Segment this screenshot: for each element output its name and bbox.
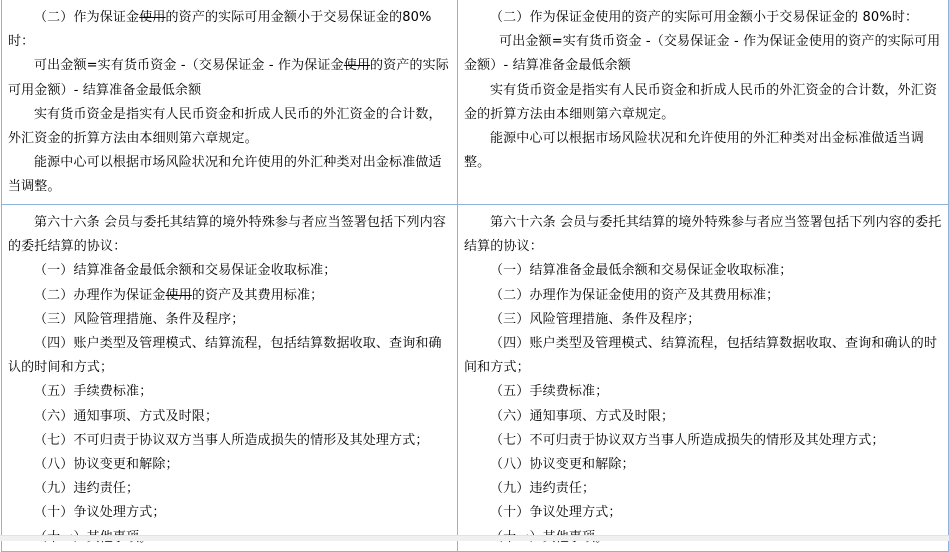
list-item: （五）手续费标准； xyxy=(34,384,153,400)
paragraph: 第六十六条 会员与委托其结算的境外特殊参与者应当签署包括下列内容的委托结算的协议： xyxy=(8,215,446,255)
list-item: （三）风险管理措施、条件及程序； xyxy=(490,311,701,327)
paragraph: （二）作为保证金使用的资产的实际可用金额小于交易保证金的 80%时： xyxy=(490,10,919,25)
deleted-text: 使用 xyxy=(139,10,166,25)
paragraph: 能源中心可以根据市场风险状况和允许使用的外汇种类对出金标准做适当调整。 xyxy=(8,155,442,195)
list-item: （九）违约责任； xyxy=(490,481,596,497)
rules-comparison-table xyxy=(1,0,949,552)
paragraph: 能源中心可以根据市场风险状况和允许使用的外汇种类对出金标准做适当调整。 xyxy=(464,131,924,171)
left-cell-row2 xyxy=(2,205,458,552)
right-cell-row2 xyxy=(458,205,949,552)
paragraph: 可出金额=实有货币资金 -（交易保证金 - 作为保证金使用的资产的实际可用金额）- 结算准备金最低余额 xyxy=(464,34,941,74)
list-item: （四）账户类型及管理模式、结算流程，包括结算数据收取、查询和确认的时间和方式； xyxy=(8,336,442,376)
list-item: （七）不可归责于协议双方当事人所造成损失的情形及其处理方式； xyxy=(490,432,885,448)
list-item: （六）通知事项、方式及时限； xyxy=(34,408,219,424)
list-item: （五）手续费标准； xyxy=(490,384,609,400)
list-item: （八）协议变更和解除； xyxy=(490,457,635,473)
list-item: （一）结算准备金最低余额和交易保证金收取标准； xyxy=(490,263,793,279)
deleted-text: 使用 xyxy=(165,287,192,303)
right-cell-row1 xyxy=(458,0,949,205)
left-cell-row1 xyxy=(2,0,458,205)
list-item: （十）争议处理方式； xyxy=(490,505,622,521)
list-item: （二）办理作为保证金使用的资产及其费用标准； xyxy=(34,287,324,303)
list-item: （二）办理作为保证金使用的资产及其费用标准； xyxy=(490,287,780,303)
list-item: （八）协议变更和解除； xyxy=(34,457,179,473)
paragraph: 实有货币资金是指实有人民币资金和折成人民币的外汇资金的合计数，外汇资金的折算方法由本细则第六章规定。 xyxy=(464,82,938,122)
horizontal-scrollbar[interactable] xyxy=(0,535,949,541)
deleted-text: 使用 xyxy=(343,58,371,74)
paragraph: （二）作为保证金使用的资产的实际可用金额小于交易保证金的80%时： xyxy=(8,10,432,50)
table-row xyxy=(2,205,949,552)
paragraph: 第六十六条 会员与委托其结算的境外特殊参与者应当签署包括下列内容的委托结算的协议： xyxy=(464,215,942,255)
paragraph: 实有货币资金是指实有人民币资金和折成人民币的外汇资金的合计数，外汇资金的折算方法由本细则第六章规定。 xyxy=(8,106,442,147)
list-item: （六）通知事项、方式及时限； xyxy=(490,408,675,424)
table-row xyxy=(2,0,949,205)
list-item: （三）风险管理措施、条件及程序； xyxy=(34,311,245,327)
list-item: （四）账户类型及管理模式、结算流程，包括结算数据收取、查询和确认的时间和方式； xyxy=(464,336,938,376)
list-item: （一）结算准备金最低余额和交易保证金收取标准； xyxy=(34,263,337,279)
list-item: （七）不可归责于协议双方当事人所造成损失的情形及其处理方式； xyxy=(34,432,429,448)
list-item: （九）违约责任； xyxy=(34,481,140,497)
paragraph: 可出金额=实有货币资金 -（交易保证金 - 作为保证金使用的资产的实际可用金额）- 结算准备金最低余额 xyxy=(8,58,449,98)
list-item: （十）争议处理方式； xyxy=(34,505,166,521)
